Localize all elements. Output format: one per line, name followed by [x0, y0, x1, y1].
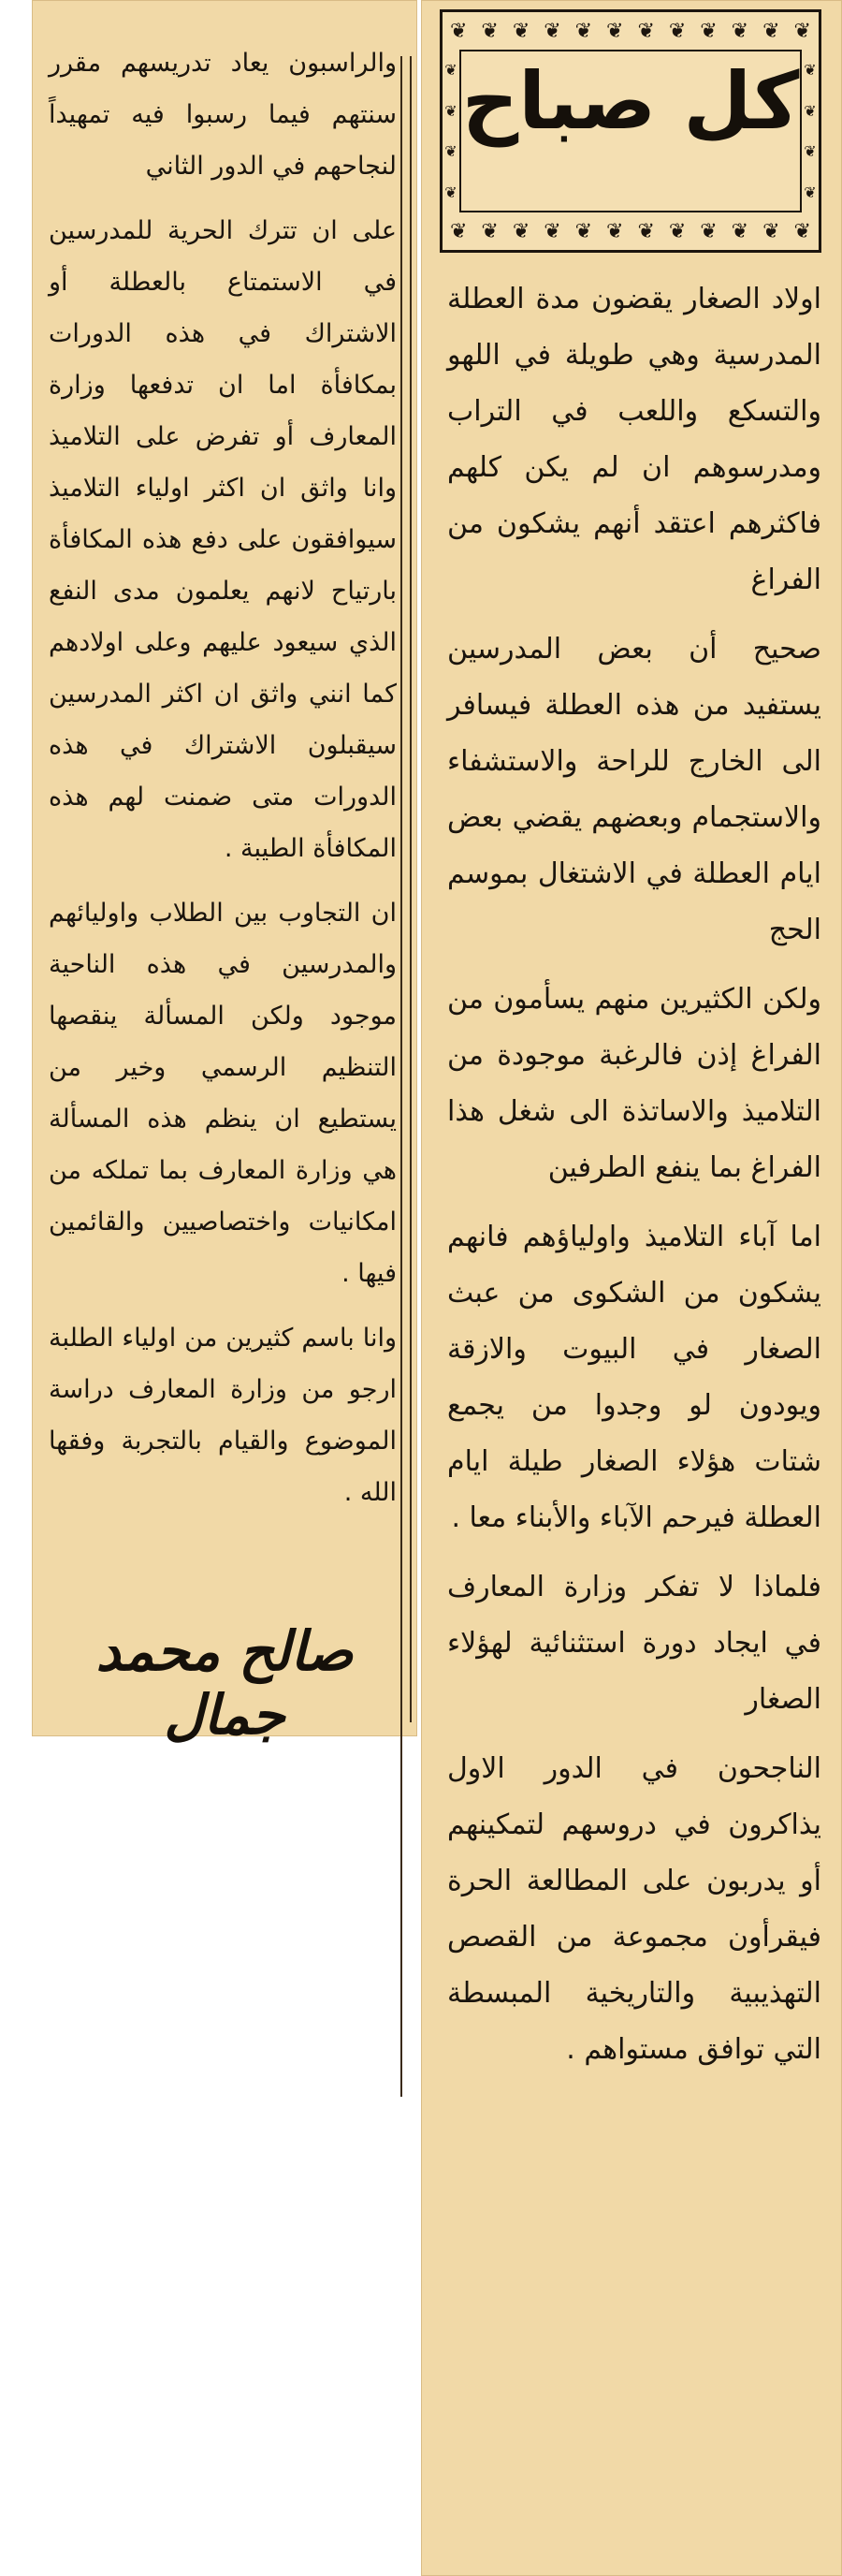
ornament-border-bottom: ❦ ❦ ❦ ❦ ❦ ❦ ❦ ❦ ❦ ❦ ❦ ❦ — [450, 219, 811, 243]
column-divider — [410, 56, 412, 1722]
ornament-border-right: ❦ ❦ ❦ ❦ — [804, 61, 817, 201]
author-signature: صالح محمد جمال — [95, 1619, 354, 1747]
right-column-text — [447, 271, 821, 2091]
paragraph: ان التجاوب بين الطلاب واوليائهم والمدرسين في هذه الناحية موجود ولكن المسألة ينقصها التنظيم الرسمي وخير من يستطيع ان ينظم هذه المسألة هي وزارة المعارف بما تملكه من امكانيات واختصاصيين والقائمين فيها . — [49, 899, 397, 1288]
paragraph: اولاد الصغار يقضون مدة العطلة المدرسية وهي طويلة في اللهو والتسكع واللعب في التراب ومدرسوهم ان لم يكن كلهم فاكثرهم اعتقد أنهم يشكون من الفراغ — [447, 283, 821, 596]
column-title: كل صباح — [461, 55, 800, 147]
paragraph: فلماذا لا تفكر وزارة المعارف في ايجاد دورة استثنائية لهؤلاء الصغار — [447, 1571, 821, 1716]
paragraph: الناجحون في الدور الاول يذاكرون في دروسهم لتمكينهم أو يدربون على المطالعة الحرة فيقرأون مجموعة من القصص التهذيبية والتاريخية المبسطة التي توافق مستواهم . — [447, 1752, 821, 2066]
paragraph: صحيح أن بعض المدرسين يستفيد من هذه العطلة فيسافر الى الخارج للراحة والاستشفاء والاستجمام وبعضهم يقضي بعض ايام العطلة في الاشتغال بموسم الحج — [447, 633, 821, 946]
paragraph: ولكن الكثيرين منهم يسأمون من الفراغ إذن فالرغبة موجودة من التلاميذ والاساتذة الى شغل هذا الفراغ بما ينفع الطرفين — [447, 983, 821, 1184]
column-divider — [400, 56, 402, 2097]
paragraph: والراسبون يعاد تدريسهم مقرر سنتهم فيما رسبوا فيه تمهيداً لنجاحهم في الدور الثاني — [49, 49, 397, 181]
paragraph: وانا باسم كثيرين من اولياء الطلبة ارجو من وزارة المعارف دراسة الموضوع والقيام بالتجربة وفقها الله . — [49, 1324, 397, 1507]
paragraph: اما آباء التلاميذ واولياؤهم فانهم يشكون من الشكوى من عبث الصغار في البيوت والازقة ويودون لو وجدوا من يجمع شتات هؤلاء الصغار طيلة ايام العطلة فيرحم الآباء والأبناء معا . — [447, 1221, 821, 1534]
ornament-border-top: ❦ ❦ ❦ ❦ ❦ ❦ ❦ ❦ ❦ ❦ ❦ ❦ — [450, 19, 811, 43]
paragraph: على ان تترك الحرية للمدرسين في الاستمتاع بالعطلة أو الاشتراك في هذه الدورات بمكافأة اما ان تدفعها وزارة المعارف أو تفرض على التلاميذ وانا واثق ان اكثر اولياء التلاميذ سيوافقون على دفع هذه المكافأة بارتياح لانهم يعلمون مدى النفع الذي سيعود عليهم وعلى اولادهم كما انني واثق ان اكثر المدرسين سيقبلون الاشتراك في هذه الدورات متى ضمنت لهم هذه المكافأة الطيبة . — [49, 216, 397, 863]
header-ornamental-frame — [440, 9, 821, 253]
ornament-border-left: ❦ ❦ ❦ ❦ — [444, 61, 457, 201]
left-column-text — [49, 37, 397, 1531]
